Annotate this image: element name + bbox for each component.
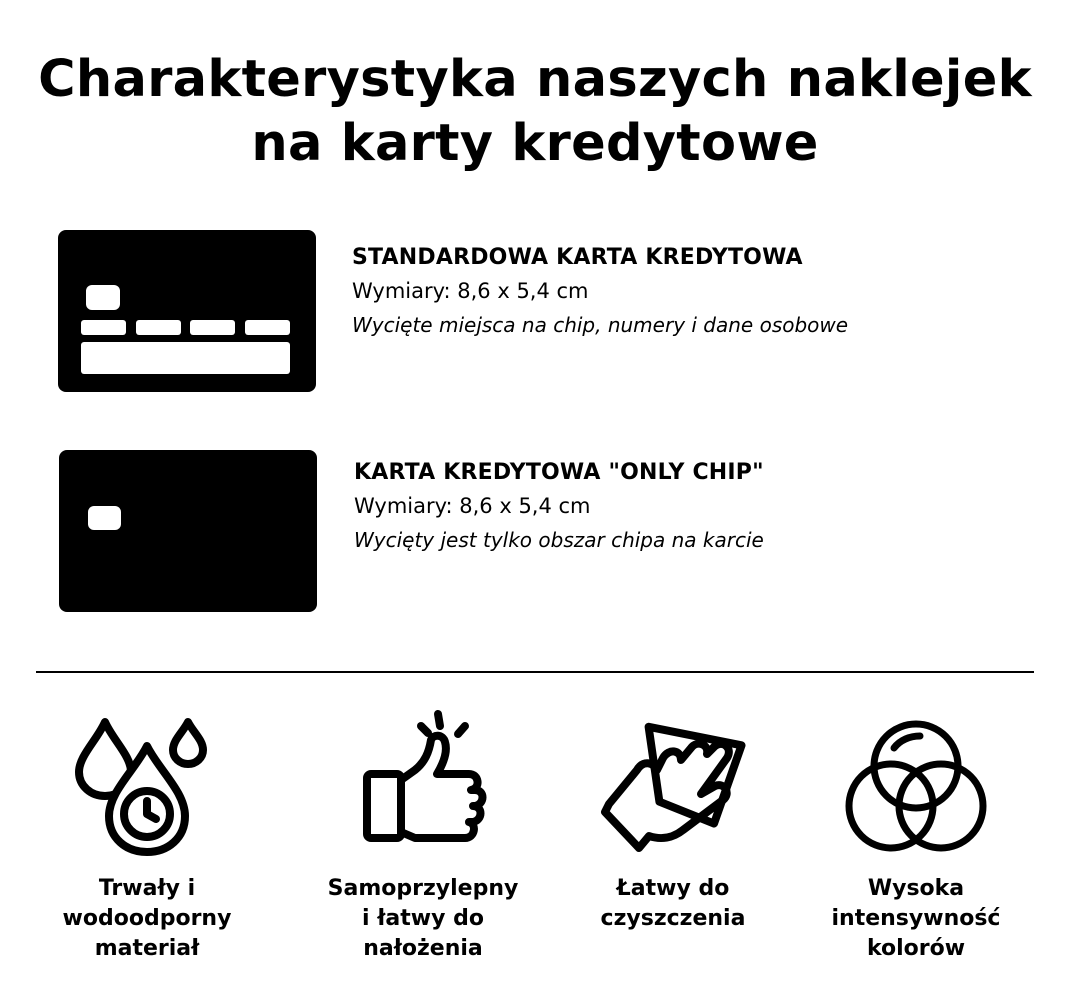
standard-card-illustration (58, 230, 316, 392)
feature-label: Trwały i wodoodporny materiał (62, 876, 232, 961)
card-note: Wycięty jest tylko obszar chipa na karcie (354, 528, 764, 552)
only-chip-card-info (354, 457, 764, 557)
standard-card-info (352, 242, 848, 342)
number-cutout (136, 320, 181, 335)
thumbs-up-icon (303, 700, 543, 860)
chip-cutout (88, 506, 121, 530)
only-chip-card-illustration (59, 450, 317, 612)
feature-label: Wysoka intensywność kolorów (831, 876, 1001, 961)
color-circles-icon (796, 700, 1036, 860)
card-note: Wycięte miejsca na chip, numery i dane osobowe (352, 313, 849, 337)
feature-label: Samoprzylepny i łatwy do nałożenia (327, 876, 519, 961)
page-title (0, 48, 1070, 176)
feature-label: Łatwy do czyszczenia (600, 876, 746, 931)
card-heading: KARTA KREDYTOWA "ONLY CHIP" (354, 460, 764, 485)
waterproof-durable-icon (27, 700, 267, 860)
personal-data-cutout (81, 342, 290, 374)
feature-color-intensity (796, 700, 1036, 961)
card-dimensions: Wymiary: 8,6 x 5,4 cm (352, 279, 589, 303)
number-cutout (190, 320, 235, 335)
cleaning-hand-cloth-icon (553, 700, 793, 860)
number-cutout (81, 320, 126, 335)
card-dimensions: Wymiary: 8,6 x 5,4 cm (354, 494, 591, 518)
title-line-2: na karty kredytowe (251, 114, 819, 173)
feature-self-adhesive (303, 700, 543, 961)
title-line-1: Charakterystyka naszych naklejek (38, 50, 1032, 109)
section-divider (36, 671, 1034, 673)
card-heading: STANDARDOWA KARTA KREDYTOWA (352, 245, 803, 270)
feature-easy-clean (553, 700, 793, 931)
chip-cutout (86, 285, 120, 310)
feature-waterproof (27, 700, 267, 961)
number-cutout (245, 320, 290, 335)
